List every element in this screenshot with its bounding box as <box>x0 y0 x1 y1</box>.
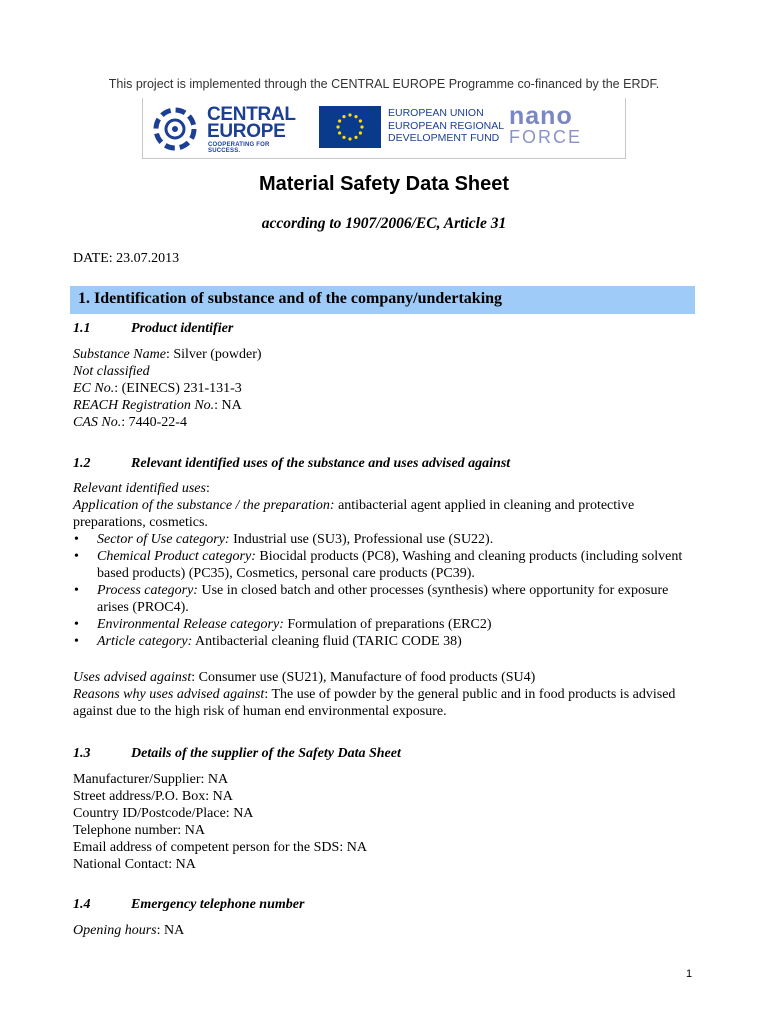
emergency-block <box>73 922 703 939</box>
reach-line <box>73 397 703 414</box>
subsection-1-2-heading <box>73 456 510 472</box>
application-paragraph <box>73 497 703 531</box>
subsection-number: 1.1 <box>73 321 91 336</box>
advised-against-line <box>73 669 703 686</box>
central-europe-line1: CENTRAL <box>207 104 296 125</box>
list-item: • Chemical Product category: Biocidal products (PC8), Washing and cleaning products (including solvent based products) (PC35), Cosmetics, personal care products (PC39). <box>74 549 683 581</box>
eu-logo-text <box>388 107 504 145</box>
cas-value: : 7440-22-4 <box>121 415 187 430</box>
cas-label: CAS No. <box>73 415 122 430</box>
substance-name-label: Substance Name <box>73 347 166 362</box>
list-item: • Sector of Use category: Industrial use (SU3), Professional use (SU22). <box>74 532 494 547</box>
substance-name-line <box>73 346 703 363</box>
reasons-label: Reasons why uses advised against <box>73 687 265 702</box>
product-identifier-block <box>73 346 703 431</box>
eu-text-line2: EUROPEAN REGIONAL <box>388 119 505 132</box>
central-europe-emblem-icon <box>151 106 199 152</box>
subsection-1-1-heading <box>73 321 233 337</box>
bullet-value: Antibacterial cleaning fluid (TARIC CODE 38) <box>192 634 462 649</box>
reasons-paragraph <box>73 686 703 720</box>
list-item: • Article category: Antibacterial cleaning fluid (TARIC CODE 38) <box>74 634 462 649</box>
document-title: Material Safety Data Sheet <box>258 173 510 195</box>
logo-banner <box>142 98 626 159</box>
bullet-value: Industrial use (SU3), Professional use (SU22). <box>229 532 494 547</box>
telephone-line: Telephone number: NA <box>73 823 205 838</box>
application-label: Application of the substance / the preparation: <box>73 498 335 513</box>
page-number: 1 <box>686 968 693 980</box>
not-classified-text: Not classified <box>73 364 150 379</box>
cas-line <box>73 414 703 431</box>
subsection-1-3-heading <box>73 746 401 762</box>
central-europe-logo <box>151 104 301 154</box>
email-line: Email address of competent person for the SDS: NA <box>73 840 367 855</box>
list-item: • Environmental Release category: Formulation of preparations (ERC2) <box>74 617 492 632</box>
bullet-label: Process category: <box>97 583 198 598</box>
application-value: antibacterial agent applied in cleaning and protective preparations, cosmetics. <box>73 498 635 530</box>
project-line: This project is implemented through the CENTRAL EUROPE Programme co-financed by the ERDF. <box>108 77 660 91</box>
substance-name-value: : Silver (powder) <box>165 347 262 362</box>
ec-number-label: EC No. <box>73 381 115 396</box>
uses-block <box>73 480 703 650</box>
subsection-number: 1.3 <box>73 746 91 761</box>
bullet-value: Formulation of preparations (ERC2) <box>283 617 492 632</box>
supplier-line: Manufacturer/Supplier: NA <box>73 772 229 787</box>
use-categories-list <box>73 531 703 650</box>
section-1-heading: 1. Identification of substance and of the company/undertaking <box>70 286 695 314</box>
nanoforce-top: nano <box>509 102 573 130</box>
national-contact-line: National Contact: NA <box>73 857 196 872</box>
central-europe-line2: EUROPE <box>207 121 286 142</box>
advised-against-value: : Consumer use (SU21), Manufacture of food products (SU4) <box>191 670 536 685</box>
bullet-value: Biocidal products (PC8), Washing and cleaning products (including solvent based products) (PC35), Cosmetics, personal care products (PC39). <box>97 549 683 581</box>
eu-flag-icon <box>319 106 381 148</box>
ec-number-line <box>73 380 703 397</box>
supplier-details-block <box>73 771 703 873</box>
list-item: • Process category: Use in closed batch and other processes (synthesis) where opportunity for exposure arises (PROC4). <box>74 583 669 615</box>
subsection-title: Relevant identified uses of the substance and uses advised against <box>131 456 511 471</box>
relevant-uses-colon: : <box>205 481 210 496</box>
opening-hours-label: Opening hours <box>73 923 157 938</box>
central-europe-tagline: COOPERATING FOR SUCCESS. <box>208 142 270 154</box>
eu-text-line1: EUROPEAN UNION <box>388 107 484 119</box>
opening-hours-line <box>73 922 703 939</box>
subsection-title: Emergency telephone number <box>131 897 305 912</box>
subsection-1-4-heading <box>73 897 304 913</box>
bullet-label: Environmental Release category: <box>97 617 284 632</box>
reasons-value: : The use of powder by the general public and in food products is advised against due to the high risk of human end environmental exposure. <box>73 687 676 719</box>
advised-against-label: Uses advised against <box>73 670 192 685</box>
subsection-title: Product identifier <box>131 321 234 336</box>
street-address-line: Street address/P.O. Box: NA <box>73 789 233 804</box>
relevant-uses-label: Relevant identified uses <box>73 481 206 496</box>
ec-number-value: : (EINECS) 231-131-3 <box>114 381 242 396</box>
bullet-label: Article category: <box>97 634 193 649</box>
eu-text-line3: DEVELOPMENT FUND <box>388 132 500 144</box>
reach-value: : NA <box>214 398 242 413</box>
advised-against-block <box>73 669 703 720</box>
country-line: Country ID/Postcode/Place: NA <box>73 806 254 821</box>
document-subtitle: according to 1907/2006/EC, Article 31 <box>261 215 507 232</box>
subsection-number: 1.2 <box>73 456 91 471</box>
reach-label: REACH Registration No. <box>73 398 215 413</box>
opening-hours-value: : NA <box>156 923 185 938</box>
classification-line <box>73 363 703 380</box>
nanoforce-logo <box>509 104 582 146</box>
relevant-uses-line <box>73 480 703 497</box>
subsection-title: Details of the supplier of the Safety Data Sheet <box>131 746 401 761</box>
subsection-number: 1.4 <box>73 897 91 912</box>
nanoforce-bottom: FORCE <box>509 127 582 147</box>
bullet-label: Chemical Product category: <box>97 549 256 564</box>
document-date: DATE: 23.07.2013 <box>73 251 180 266</box>
bullet-value: Use in closed batch and other processes (synthesis) where opportunity for exposure arises (PROC4). <box>97 583 669 615</box>
bullet-label: Sector of Use category: <box>97 532 230 547</box>
